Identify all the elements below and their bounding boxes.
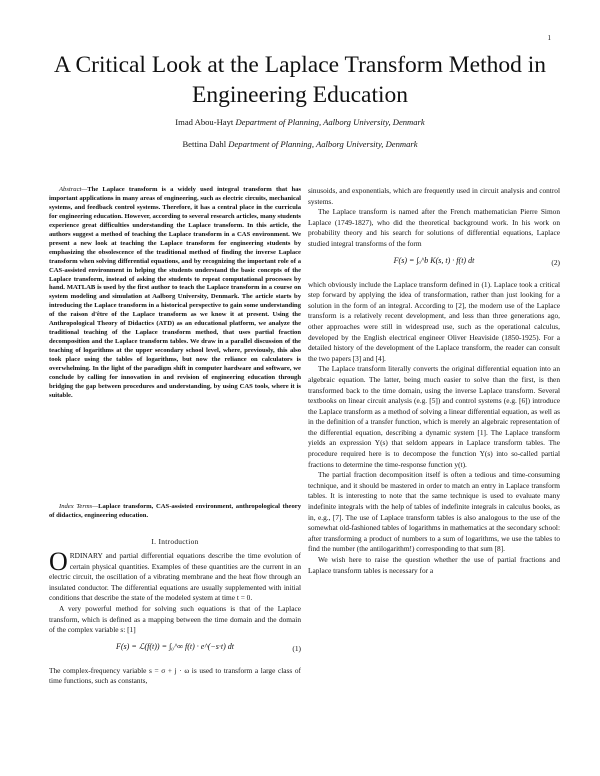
abstract-label: Abstract—: [59, 186, 88, 193]
right-column: [308, 186, 560, 576]
abstract-text: The Laplace transform is a widely used integral transform that has important applications in many areas of engineering, such as electric circuits, mechanical systems, and feedback control systems. Therefore, it has a central place in the curricula for engineering education. However, according to several research articles, many students experience great difficulties understanding the Laplace transform. In this article, the authors suggest a method of teaching the Laplace transform in a CAS environment. We present a new look at teaching the Laplace transform for engineering students by emphasizing the obsolescence of the traditional method of finding the inverse Laplace transform when solving differential equations, and by recognizing the important role of a CAS-assisted environment in helping the students understand the basic concepts of the Laplace transform, instead of asking the students to repeat computational processes by hand. MATLAB is used by the first author to teach the Laplace transform in a course on system modeling and simulation at Aalborg University, Denmark. The article starts by introducing the Laplace transform in a historical perspective to gain some understanding of the raison d'être of the Laplace transform as we know it at present. Using the Anthropological Theory of Didactics (ATD) as an educational platform, we analyze the traditional teaching of the Laplace transform method, that uses partial fraction decomposition and the Laplace transform tables. We draw in a parallel discussion of the teaching of logarithms at the upper secondary school level, where, previously, this also took place using the tables of logarithms, but now the reliance on calculators is overwhelming. In the light of the paradigm shift in computer hardware and software, we conclude by calling for innovation in and revision of engineering education through bridging the gap between procedures and understanding, by using CAS tools, where it is suitable.: [49, 186, 301, 399]
author-2: [30, 139, 570, 149]
right-paragraph-3: The Laplace transform literally converts the original differential equation into an algebraic equation. The latter, being much easier to solve than the first, is then transformed back to the time domain, using the inverse Laplace transform. Several textbooks on linear circuit analysis (e.g. [5]) and control systems (e.g. [6]) introduce the Laplace transform as a method of solving a linear differential equation, as well as in the definition of a transfer function, which is merely an algebraic representation of the differential equation, describing a dynamic system [1]. The Laplace transform yields an expression Y(s) that seldom appears in Laplace transform tables. The procedure required here is to decompose the function Y(s) into so-called partial fractions to determine the time-response function y(t).: [308, 364, 560, 469]
right-paragraph-5: We wish here to raise the question whether the use of partial fractions and Laplace transform tables is necessary for a: [308, 555, 560, 575]
page-number: 1: [547, 34, 551, 42]
drop-cap: O: [49, 547, 68, 576]
intro-paragraph-2: A very powerful method for solving such equations is that of the Laplace transform, which is defined as a mapping between the time domain and the domain of the complex variable s: [1]: [49, 603, 301, 635]
index-terms-text: Laplace transform, CAS-assisted environment, anthropological theory of didactics, engineering education.: [49, 503, 301, 519]
abstract: [49, 186, 301, 401]
equation-2-body: F(s) = ∫ₐ^b K(s, t) · f(t) dt: [393, 255, 475, 265]
equation-1: [49, 636, 301, 666]
intro-paragraph-3: The complex-frequency variable s = σ + j · ω is used to transform a large class of time functions, such as constants,: [49, 665, 301, 686]
author-name: Bettina Dahl: [182, 139, 227, 149]
equation-1-body: F(s) = ℒ(f(t)) = ∫₀^∞ f(t) · e^(−s·t) dt: [115, 641, 235, 651]
author-name: Imad Abou-Hayt: [175, 117, 234, 127]
author-affiliation: Department of Planning, Aalborg University, Denmark: [235, 117, 425, 127]
author-affiliation: Department of Planning, Aalborg University, Denmark: [228, 139, 418, 149]
paper-title: A Critical Look at the Laplace Transform Method in Engineering Education: [53, 52, 547, 108]
right-paragraph-1: The Laplace transform is named after the French mathematician Pierre Simon Laplace (1749-1827), who did the theoretical background work. In his work on probability theory and his search for solutions of differential equations, Laplace studied integral transforms of the form: [308, 207, 560, 248]
author-1: [30, 117, 570, 127]
right-paragraph-4: The partial fraction decomposition itself is often a tedious and time-consuming technique, and it should be mastered in order to match an entry in Laplace transform tables. It is interesting to note that the same technique is used to evaluate many indefinite integrals with the help of tables of indefinite integrals in calculus books, as in, e.g., [7]. The use of Laplace transform tables is also analogous to the use of the somewhat old-fashioned tables of logarithms in mathematics at the secondary school: after transforming a product of numbers to a sum of logarithms, we use the tables to find the number (the antilogarithm!) corresponding to that sum [8].: [308, 470, 560, 554]
right-paragraph-0: sinusoids, and exponentials, which are frequently used in circuit analysis and control systems.: [308, 186, 560, 206]
equation-2: [308, 250, 560, 280]
equation-1-number: (1): [292, 643, 301, 653]
intro-p1-text: RDINARY and partial differential equations describe the time evolution of certain physical quantities. Examples of these quantities are the current in an electric circuit, the oscillation of a vibrating membrane and the heat flow through an insulated conductor. The differential equations are usually supplemented with initial conditions that describe the state of the modeled system at time t = 0.: [49, 551, 301, 603]
intro-column: [49, 547, 301, 687]
section-heading: I. Introduction: [151, 537, 199, 546]
equation-2-number: (2): [551, 257, 560, 267]
intro-paragraph-1: [49, 547, 301, 604]
index-terms: [49, 503, 301, 521]
index-terms-label: Index Terms—: [59, 503, 99, 510]
right-paragraph-2: which obviously include the Laplace transform defined in (1). Laplace took a critical step forward by applying the idea of transformation, rather than just looking for a solution in the form of an integral. According to [2], the modern use of the Laplace transform is a relatively recent development, and less than three generations ago, other approaches were still in widespread use, such as the operational calculus, developed by the English electrical engineer Oliver Heaviside (1850-1925). For a detailed history of the development of the Laplace transform, the reader can consult the two papers [3] and [4].: [308, 279, 560, 363]
